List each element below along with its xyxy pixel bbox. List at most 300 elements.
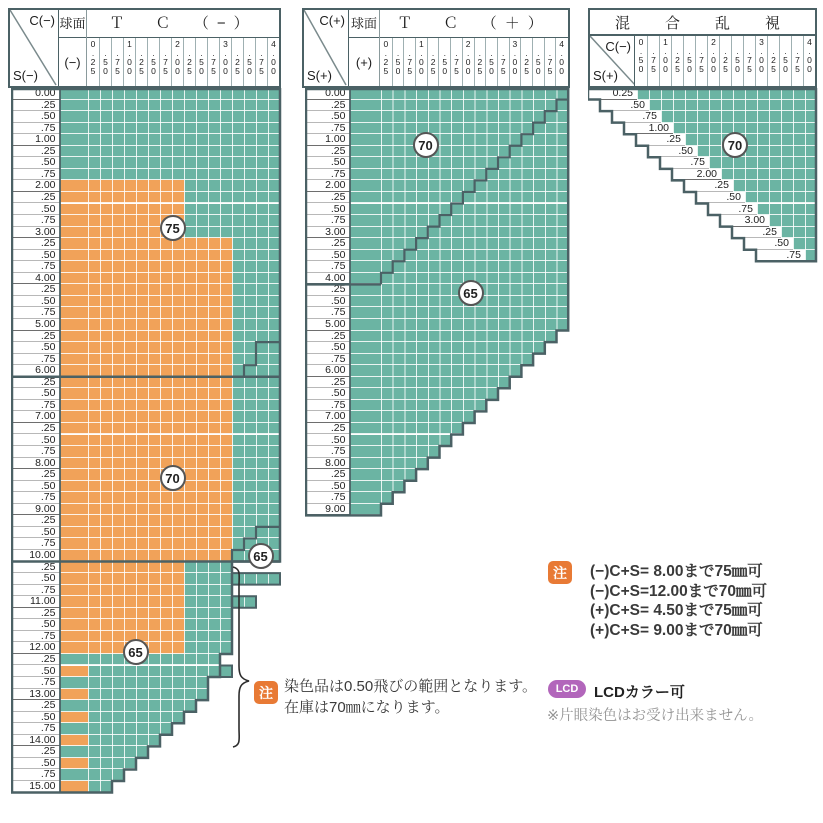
col-header-4.00: 4 . 0 0 bbox=[267, 38, 279, 86]
grid-segment bbox=[381, 204, 568, 216]
grid-segment bbox=[88, 88, 280, 100]
grid-segment bbox=[88, 538, 232, 550]
row-label: .75 bbox=[11, 769, 60, 781]
row-label: .50 bbox=[305, 388, 350, 400]
grid-segment bbox=[745, 192, 817, 204]
grid-segment bbox=[88, 781, 112, 793]
row-label: .25 bbox=[11, 469, 60, 481]
grid-segment bbox=[60, 215, 88, 227]
grid-segment bbox=[232, 446, 280, 458]
col-header-0.50: 0 . 5 0 bbox=[638, 37, 644, 74]
grid-segment bbox=[232, 365, 280, 377]
grid-segment bbox=[60, 446, 88, 458]
row-label: .25 bbox=[11, 423, 60, 435]
grid-segment bbox=[88, 319, 232, 331]
row-label: 2.00 bbox=[11, 180, 60, 192]
col-header-75: . 7 5 bbox=[159, 38, 171, 86]
grid-segment bbox=[60, 573, 88, 585]
row-label: .75 bbox=[11, 400, 60, 412]
grid-segment bbox=[350, 169, 381, 181]
grid-segment bbox=[60, 238, 88, 250]
row-label: .75 bbox=[11, 307, 60, 319]
grid-segment bbox=[184, 608, 232, 620]
row-label: .50 bbox=[11, 296, 60, 308]
col-header-25: . 2 5 bbox=[183, 38, 195, 86]
grid-segment bbox=[60, 180, 88, 192]
table-mixed-astigmatism bbox=[588, 8, 817, 261]
row-label: 7.00 bbox=[305, 411, 350, 423]
diameter-label-75: 75 bbox=[160, 215, 186, 241]
grid-segment bbox=[88, 735, 160, 747]
corner-cell bbox=[590, 36, 635, 86]
grid-segment bbox=[60, 111, 88, 123]
grid-segment bbox=[88, 134, 280, 146]
grid-segment bbox=[350, 411, 381, 423]
grid-segment bbox=[88, 146, 280, 158]
grid-segment bbox=[381, 469, 416, 481]
row-label: 9.00 bbox=[305, 504, 350, 516]
grid-segment bbox=[60, 100, 88, 112]
lcd-badge: LCD bbox=[548, 680, 586, 698]
grid-segment bbox=[60, 261, 88, 273]
grid-segment bbox=[381, 365, 521, 377]
row-label: .50 bbox=[11, 250, 60, 262]
caution-text: ※片眼染色はお受け出来ません。 bbox=[547, 708, 764, 724]
grid-segment bbox=[350, 469, 381, 481]
row-label: .25 bbox=[11, 377, 60, 389]
row-label: .50 bbox=[11, 573, 60, 585]
table-title: Ｔ Ｃ （−） bbox=[87, 10, 279, 38]
grid-segment bbox=[60, 619, 88, 631]
grid-segment bbox=[184, 642, 232, 654]
row-label: .50 bbox=[11, 527, 60, 539]
grid-segment bbox=[350, 446, 381, 458]
column-headers bbox=[380, 38, 568, 86]
grid-segment bbox=[60, 377, 88, 389]
grid-segment bbox=[88, 342, 232, 354]
grid-segment bbox=[60, 469, 88, 481]
grid-segment bbox=[60, 423, 88, 435]
grid-segment bbox=[184, 573, 280, 585]
table-tc-plus-header bbox=[302, 8, 570, 88]
col-header-25: . 2 5 bbox=[767, 36, 779, 86]
grid-segment bbox=[60, 481, 88, 493]
row-label: 9.00 bbox=[11, 504, 60, 516]
grid-segment bbox=[769, 215, 817, 227]
row-label: 1.00 bbox=[11, 134, 60, 146]
grid-segment bbox=[350, 192, 381, 204]
grid-segment bbox=[381, 192, 568, 204]
table-title: 混 合 乱 視 bbox=[588, 8, 817, 36]
grid-segment bbox=[88, 100, 280, 112]
row-label: .75 bbox=[305, 123, 350, 135]
corner-row-label: S(+) bbox=[307, 68, 332, 83]
grid-segment bbox=[793, 238, 817, 250]
row-label: .75 bbox=[11, 723, 60, 735]
grid-segment bbox=[232, 515, 280, 527]
row-label: .25 bbox=[11, 700, 60, 712]
grid-segment bbox=[350, 400, 381, 412]
corner-row-label: S(+) bbox=[593, 68, 618, 83]
col-header-75: . 7 5 bbox=[403, 38, 415, 86]
grid-segment bbox=[350, 388, 381, 400]
diameter-label-70: 70 bbox=[722, 132, 748, 158]
row-label: .75 bbox=[11, 677, 60, 689]
grid-segment bbox=[350, 146, 381, 158]
grid-segment bbox=[232, 342, 280, 354]
grid-segment bbox=[88, 666, 232, 678]
grid-segment bbox=[60, 365, 88, 377]
grid-segment bbox=[88, 365, 232, 377]
row-label: .50 bbox=[600, 100, 649, 112]
grid-segment bbox=[60, 192, 88, 204]
grid-segment bbox=[350, 250, 381, 262]
grid-segment bbox=[232, 435, 280, 447]
col-header-75: . 7 5 bbox=[791, 36, 803, 86]
table-tc-minus-header bbox=[8, 8, 281, 88]
grid-segment bbox=[805, 250, 817, 262]
grid-segment bbox=[350, 157, 381, 169]
row-label: .75 bbox=[11, 538, 60, 550]
grid-segment bbox=[60, 735, 88, 747]
col-header-75: . 7 5 bbox=[544, 38, 556, 86]
col-header-50: . 5 0 bbox=[485, 38, 497, 86]
grid-segment bbox=[661, 111, 817, 123]
row-label: .75 bbox=[11, 446, 60, 458]
row-label: 1.00 bbox=[624, 123, 673, 135]
row-label: 3.00 bbox=[11, 227, 60, 239]
grid-segment bbox=[88, 331, 232, 343]
row-label: .50 bbox=[11, 388, 60, 400]
table-mixed-header bbox=[588, 36, 817, 88]
grid-segment bbox=[60, 781, 88, 793]
row-label: .75 bbox=[612, 111, 661, 123]
grid-segment bbox=[232, 273, 280, 285]
grid-segment bbox=[350, 123, 381, 135]
grid-segment bbox=[381, 342, 545, 354]
row-label: 2.00 bbox=[305, 180, 350, 192]
grid-segment bbox=[88, 700, 196, 712]
col-header-4.00: 4 . 0 0 bbox=[555, 38, 567, 86]
column-headers bbox=[635, 36, 815, 86]
grid-segment bbox=[381, 400, 486, 412]
col-header-25: . 2 5 bbox=[474, 38, 486, 86]
grid-segment bbox=[381, 377, 510, 389]
lcd-label: LCDカラー可 bbox=[594, 684, 685, 701]
row-label: .75 bbox=[11, 215, 60, 227]
row-label: .50 bbox=[11, 481, 60, 493]
grid-segment bbox=[184, 562, 232, 574]
grid-segment bbox=[673, 123, 817, 135]
grid-segment bbox=[232, 423, 280, 435]
grid-segment bbox=[88, 527, 232, 539]
grid-segment bbox=[60, 354, 88, 366]
grid-segment bbox=[60, 758, 88, 770]
row-label: .25 bbox=[305, 469, 350, 481]
grid-segment bbox=[88, 307, 232, 319]
diameter-label-65: 65 bbox=[458, 280, 484, 306]
col-header-25: . 2 5 bbox=[671, 36, 683, 86]
grid-segment bbox=[60, 631, 88, 643]
grid-segment bbox=[232, 469, 280, 481]
grid-mixed-astigmatism bbox=[588, 88, 817, 263]
grid-segment bbox=[184, 227, 280, 239]
row-label: 8.00 bbox=[11, 458, 60, 470]
row-label: .25 bbox=[11, 515, 60, 527]
row-label: .50 bbox=[305, 296, 350, 308]
grid-segment bbox=[88, 157, 280, 169]
row-label: .25 bbox=[11, 284, 60, 296]
row-label: 2.00 bbox=[672, 169, 721, 181]
row-label: .25 bbox=[684, 180, 733, 192]
grid-segment bbox=[88, 596, 184, 608]
grid-segment bbox=[88, 677, 208, 689]
grid-segment bbox=[88, 608, 184, 620]
grid-segment bbox=[60, 88, 88, 100]
grid-segment bbox=[381, 100, 568, 112]
grid-segment bbox=[350, 319, 381, 331]
col-header-25: . 2 5 bbox=[520, 38, 532, 86]
row-label: .75 bbox=[11, 123, 60, 135]
grid-segment bbox=[184, 619, 232, 631]
grid-segment bbox=[350, 261, 381, 273]
col-header-50: . 5 0 bbox=[532, 38, 544, 86]
row-label: 7.00 bbox=[11, 411, 60, 423]
grid-segment bbox=[60, 331, 88, 343]
grid-segment bbox=[60, 527, 88, 539]
col-header-3.00: 3 . 0 0 bbox=[219, 38, 231, 86]
grid-segment bbox=[88, 273, 232, 285]
grid-segment bbox=[60, 550, 88, 562]
diameter-label-70: 70 bbox=[413, 132, 439, 158]
row-label: .50 bbox=[744, 238, 793, 250]
row-label: .75 bbox=[305, 354, 350, 366]
row-label: .50 bbox=[11, 204, 60, 216]
grid-segment bbox=[232, 284, 280, 296]
col-header-2.00: 2 . 0 0 bbox=[171, 38, 183, 86]
grid-segment bbox=[88, 573, 184, 585]
grid-segment bbox=[350, 180, 381, 192]
grid-segment bbox=[381, 492, 393, 504]
col-header-25: . 2 5 bbox=[231, 38, 243, 86]
diameter-label-65: 65 bbox=[248, 543, 274, 569]
row-label: .50 bbox=[648, 146, 697, 158]
grid-segment bbox=[184, 204, 280, 216]
row-label: .50 bbox=[11, 342, 60, 354]
grid-segment bbox=[232, 492, 280, 504]
grid-segment bbox=[232, 377, 280, 389]
grid-segment bbox=[184, 631, 232, 643]
grid-segment bbox=[757, 204, 817, 216]
row-label: .50 bbox=[305, 342, 350, 354]
grid-segment bbox=[60, 642, 88, 654]
grid-segment bbox=[88, 354, 232, 366]
grid-segment bbox=[350, 423, 381, 435]
row-label: .75 bbox=[11, 585, 60, 597]
grid-segment bbox=[60, 769, 88, 781]
grid-segment bbox=[184, 192, 280, 204]
note-badge: 注 bbox=[254, 681, 278, 704]
col-header-50: . 5 0 bbox=[147, 38, 159, 86]
grid-segment bbox=[60, 284, 88, 296]
grid-segment bbox=[350, 504, 381, 516]
row-label: .50 bbox=[11, 619, 60, 631]
row-label: 11.00 bbox=[11, 596, 60, 608]
grid-segment bbox=[88, 111, 280, 123]
grid-segment bbox=[60, 562, 88, 574]
col-header-50: . 5 0 bbox=[195, 38, 207, 86]
grid-segment bbox=[60, 538, 88, 550]
row-label: .25 bbox=[305, 377, 350, 389]
grid-segment bbox=[721, 169, 817, 181]
grid-segment bbox=[60, 307, 88, 319]
grid-segment bbox=[60, 435, 88, 447]
grid-segment bbox=[381, 458, 428, 470]
grid-segment bbox=[637, 88, 817, 100]
grid-segment bbox=[60, 123, 88, 135]
col-header-25: . 2 5 bbox=[719, 36, 731, 86]
corner-col-label: C(−) bbox=[29, 13, 55, 28]
row-label: .75 bbox=[11, 169, 60, 181]
row-label: .25 bbox=[305, 238, 350, 250]
row-label: .25 bbox=[11, 146, 60, 158]
grid-segment bbox=[60, 458, 88, 470]
col-header-50: . 5 0 bbox=[392, 38, 404, 86]
diameter-label-70: 70 bbox=[160, 465, 186, 491]
grid-segment bbox=[232, 481, 280, 493]
grid-segment bbox=[60, 700, 88, 712]
row-label: .25 bbox=[305, 423, 350, 435]
grid-segment bbox=[350, 458, 381, 470]
grid-segment bbox=[232, 527, 280, 539]
grid-segment bbox=[350, 342, 381, 354]
grid-segment bbox=[88, 296, 232, 308]
grid-segment bbox=[350, 204, 381, 216]
col-header-25: . 2 5 bbox=[427, 38, 439, 86]
grid-segment bbox=[88, 377, 232, 389]
grid-segment bbox=[60, 504, 88, 516]
row-label: 6.00 bbox=[11, 365, 60, 377]
grid-segment bbox=[350, 238, 381, 250]
grid-segment bbox=[381, 157, 568, 169]
row-label: 5.00 bbox=[11, 319, 60, 331]
row-label: .50 bbox=[11, 666, 60, 678]
grid-segment bbox=[60, 411, 88, 423]
row-label: 0.25 bbox=[588, 88, 637, 100]
row-label: 13.00 bbox=[11, 689, 60, 701]
grid-segment bbox=[88, 758, 136, 770]
grid-segment bbox=[88, 723, 172, 735]
grid-segment bbox=[350, 435, 381, 447]
grid-segment bbox=[88, 435, 232, 447]
grid-segment bbox=[685, 134, 817, 146]
grid-segment bbox=[381, 435, 451, 447]
col-header-50: . 5 0 bbox=[779, 36, 791, 86]
row-label: .75 bbox=[11, 354, 60, 366]
grid-segment bbox=[733, 180, 817, 192]
grid-segment bbox=[350, 365, 381, 377]
grid-segment bbox=[381, 388, 498, 400]
row-label: .75 bbox=[708, 204, 757, 216]
grid-segment bbox=[88, 192, 184, 204]
grid-segment bbox=[350, 492, 381, 504]
grid-segment bbox=[381, 227, 568, 239]
row-label: .25 bbox=[732, 227, 781, 239]
row-label: 14.00 bbox=[11, 735, 60, 747]
grid-segment bbox=[350, 273, 381, 285]
row-label: .50 bbox=[696, 192, 745, 204]
row-label: .50 bbox=[11, 758, 60, 770]
grid-segment bbox=[381, 88, 568, 100]
row-label: .25 bbox=[11, 100, 60, 112]
grid-segment bbox=[232, 388, 280, 400]
row-label: .75 bbox=[660, 157, 709, 169]
grid-segment bbox=[60, 585, 88, 597]
row-label: .75 bbox=[756, 250, 805, 262]
grid-segment bbox=[88, 504, 232, 516]
grid-segment bbox=[88, 515, 232, 527]
grid-segment bbox=[350, 100, 381, 112]
grid-segment bbox=[350, 88, 381, 100]
grid-segment bbox=[232, 250, 280, 262]
col-header-1.00: 1 . 0 0 bbox=[659, 36, 671, 86]
row-label: 3.00 bbox=[305, 227, 350, 239]
grid-segment bbox=[60, 169, 88, 181]
col-header-25: . 2 5 bbox=[135, 38, 147, 86]
row-label: .50 bbox=[305, 481, 350, 493]
grid-tc-minus bbox=[11, 88, 280, 793]
grid-segment bbox=[60, 342, 88, 354]
col-header-3.00: 3 . 0 0 bbox=[509, 38, 521, 86]
row-label: .50 bbox=[305, 111, 350, 123]
sphere-sign-label: (+) bbox=[355, 54, 373, 70]
row-label: .25 bbox=[11, 192, 60, 204]
col-header-75: . 7 5 bbox=[695, 36, 707, 86]
grid-segment bbox=[60, 388, 88, 400]
grid-segment bbox=[60, 746, 88, 758]
grid-segment bbox=[232, 504, 280, 516]
diameter-label-65: 65 bbox=[123, 639, 149, 665]
grid-segment bbox=[60, 204, 88, 216]
grid-segment bbox=[381, 250, 568, 262]
grid-segment bbox=[381, 261, 568, 273]
row-label: 0.00 bbox=[11, 88, 60, 100]
row-label: .50 bbox=[11, 111, 60, 123]
row-label: 4.00 bbox=[11, 273, 60, 285]
table-tc-minus bbox=[8, 8, 281, 792]
grid-segment bbox=[381, 146, 568, 158]
grid-segment bbox=[60, 273, 88, 285]
row-label: .50 bbox=[305, 157, 350, 169]
grid-segment bbox=[350, 134, 381, 146]
grid-segment bbox=[60, 146, 88, 158]
grid-segment bbox=[184, 596, 256, 608]
grid-segment bbox=[88, 481, 232, 493]
col-header-50: . 5 0 bbox=[243, 38, 255, 86]
row-label: .75 bbox=[305, 261, 350, 273]
grid-segment bbox=[60, 296, 88, 308]
row-label: .50 bbox=[11, 157, 60, 169]
row-label: .25 bbox=[305, 192, 350, 204]
row-label: .75 bbox=[11, 492, 60, 504]
row-label: .25 bbox=[636, 134, 685, 146]
row-label: 0.00 bbox=[305, 88, 350, 100]
col-header-2.00: 2 . 0 0 bbox=[707, 36, 719, 86]
grid-segment bbox=[88, 562, 184, 574]
grid-segment bbox=[88, 550, 232, 562]
grid-segment bbox=[88, 180, 184, 192]
grid-segment bbox=[60, 492, 88, 504]
